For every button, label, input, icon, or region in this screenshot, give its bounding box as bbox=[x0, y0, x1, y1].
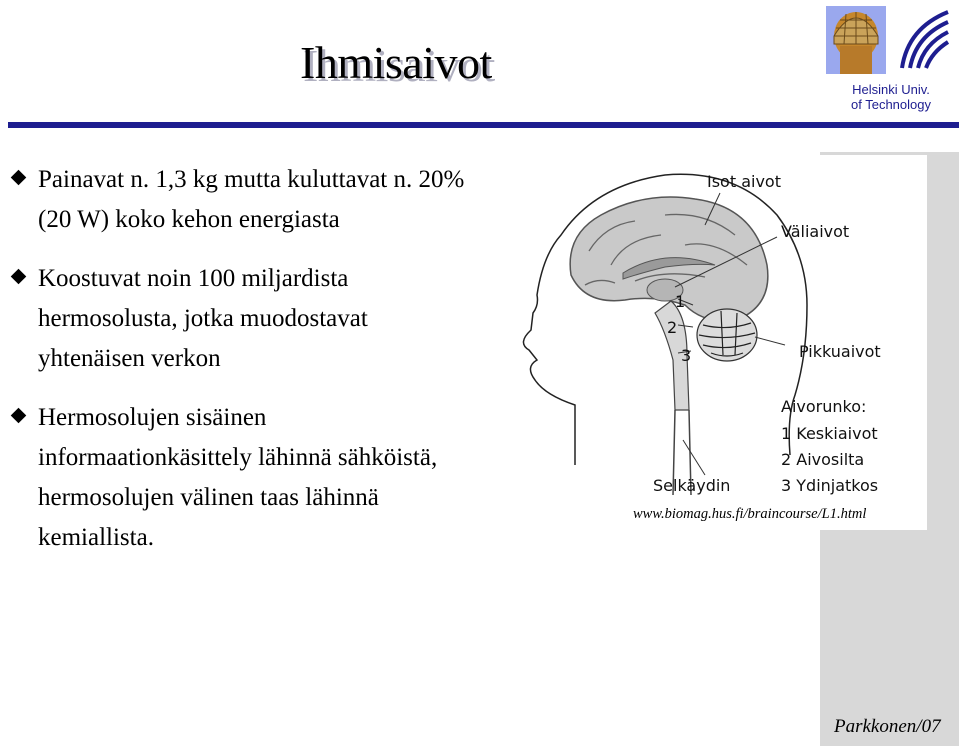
university-line1: Helsinki Univ. bbox=[852, 82, 930, 97]
label-isot-aivot: Isot aivot bbox=[707, 172, 781, 191]
label-ydinjatkos: 3 Ydinjatkos bbox=[781, 476, 879, 495]
label-valiaivot: Väliaivot bbox=[781, 222, 850, 241]
head-logo-icon bbox=[826, 6, 886, 74]
label-keskiaivot: 1 Keskiaivot bbox=[781, 424, 878, 443]
diamond-bullet-icon bbox=[11, 170, 27, 186]
bullet-list bbox=[10, 160, 480, 577]
title-rule bbox=[8, 122, 959, 128]
label-selkaydin: Selkäydin bbox=[653, 476, 731, 495]
hut-logo-icon bbox=[894, 6, 954, 74]
cerebellum bbox=[697, 309, 757, 361]
label-num-3: 3 bbox=[681, 346, 692, 365]
bullet-item bbox=[10, 160, 480, 240]
slide-title: Ihmisaivot bbox=[300, 37, 492, 88]
source-url: www.biomag.hus.fi/braincourse/L1.html bbox=[633, 506, 867, 522]
label-num-2: 2 bbox=[667, 318, 678, 337]
university-line2: of Technology bbox=[851, 97, 931, 112]
diamond-bullet-icon bbox=[11, 269, 27, 285]
brain-figure bbox=[515, 155, 927, 530]
diamond-bullet-icon bbox=[11, 408, 27, 424]
bullet-text: Painavat n. 1,3 kg mutta kuluttavat n. 20% (20 W) koko kehon energiasta bbox=[38, 166, 465, 233]
label-pikkuaivot: Pikkuaivot bbox=[799, 342, 881, 361]
bullet-text: Koostuvat noin 100 miljardista hermosolusta, jotka muodostavat yhtenäisen verkon bbox=[38, 265, 368, 372]
bullet-item bbox=[10, 398, 480, 558]
university-name bbox=[826, 82, 956, 112]
label-aivorunko: Aivorunko: bbox=[781, 397, 867, 416]
label-num-1: 1 bbox=[675, 292, 686, 311]
label-aivosilta: 2 Aivosilta bbox=[781, 450, 865, 469]
bullet-item bbox=[10, 259, 480, 379]
footer-author: Parkkonen/07 bbox=[834, 716, 941, 737]
bullet-text: Hermosolujen sisäinen informaationkäsittely lähinnä sähköistä, hermosolujen välinen taas lähinnä kemiallista. bbox=[38, 404, 438, 551]
